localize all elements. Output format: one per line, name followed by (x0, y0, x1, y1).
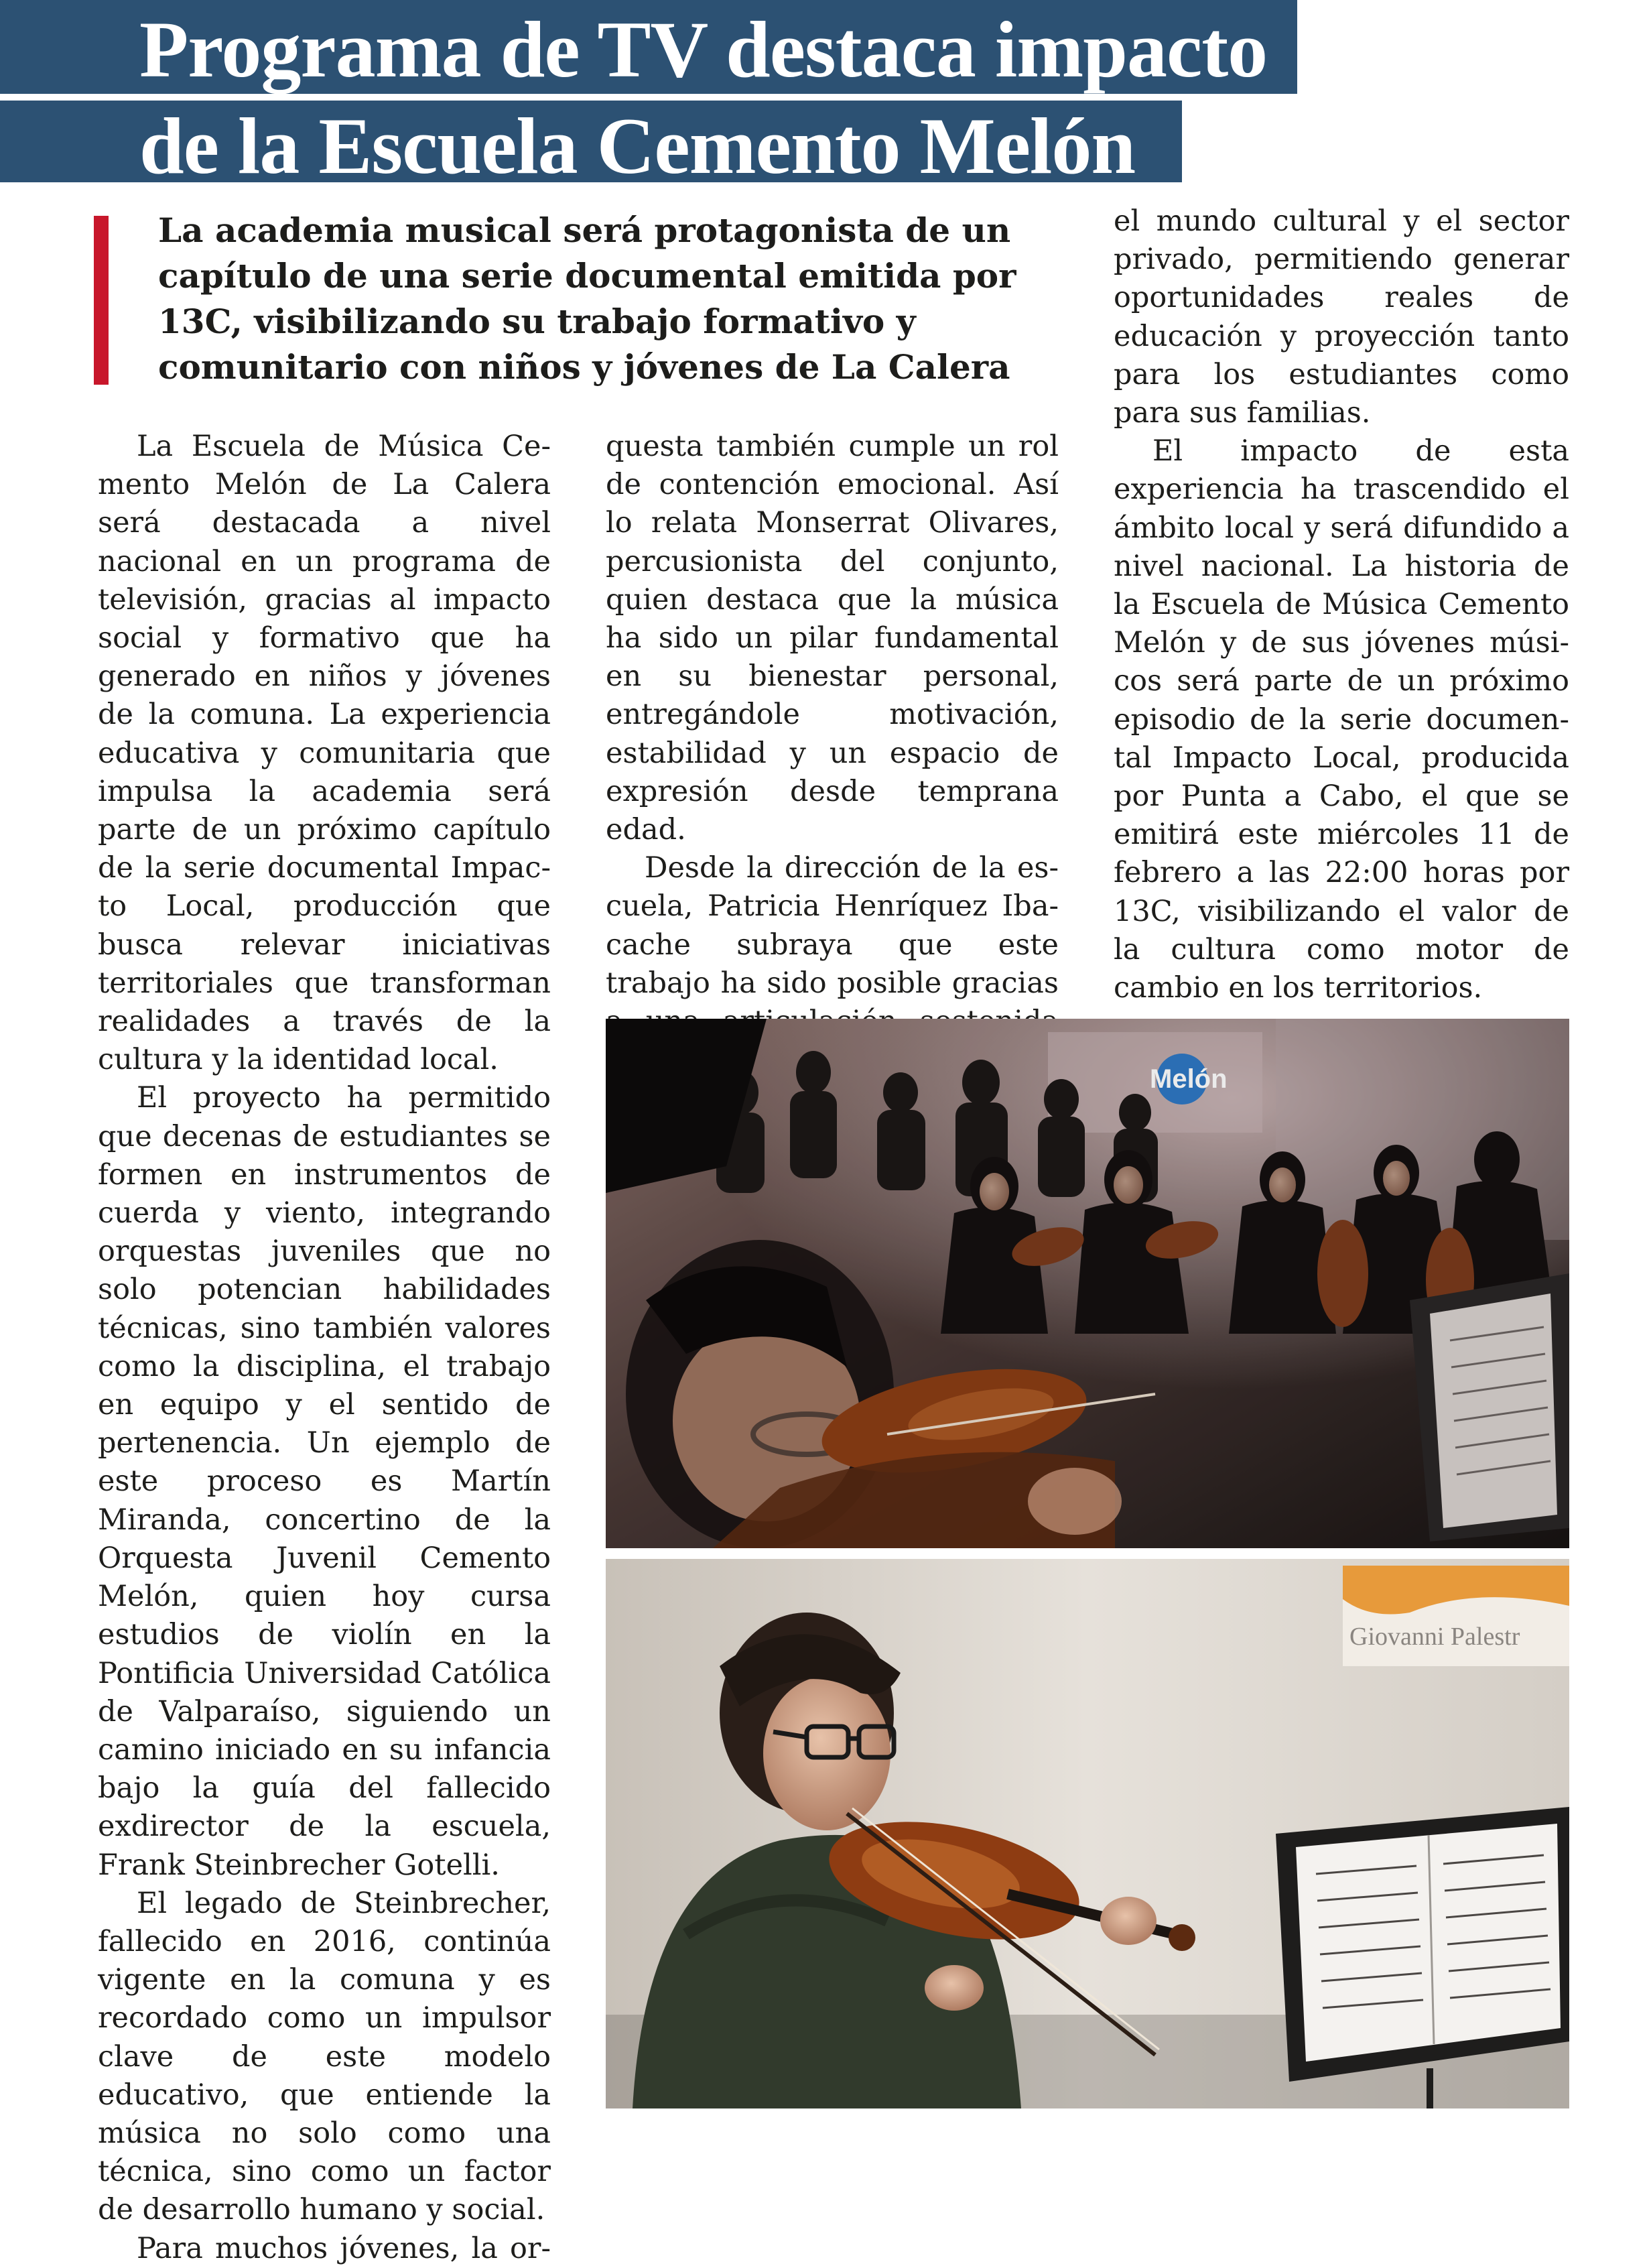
lead-accent-bar (94, 216, 109, 385)
poster (1343, 1566, 1569, 1666)
article-column-1 (98, 428, 551, 2268)
paragraph: El proyecto ha permitido que decenas de estudiantes se formen en instrumentos de cuerda y viento, integrando orquestas juveniles que no solo potencian habilidades técnicas, sino también valores como la disciplina, el trabajo en equipo y el sentido de pertenencia. Un ejemplo de este proceso es Martín Miranda, concertino de la Orquesta Juvenil Cemento Melón, quien hoy cursa estudios de violín en la Pontificia Universidad Católica de Valparaíso, siguiendo un camino iniciado en su infancia bajo la guía del fallecido exdirector de la escuela, Frank Steinbrecher Gotelli. (98, 1081, 551, 1882)
paragraph: el mundo cultural y el sector privado, permitiendo generar oportunidades reales de educación y proyección tanto para los estudiantes como para sus familias. (1114, 204, 1569, 430)
paragraph: La Escuela de Música Cemento Melón de La Calera será destacada a nivel nacional en un programa de televisión, gracias al impacto social y formativo que ha generado en niños y jóvenes de la comuna. La experiencia educativa y comunitaria que impulsa la academia será parte de un próximo capítulo de la serie documental Impacto Local, producción que busca relevar iniciativas territoriales que transforman realidades a través de la cultura y la identidad local. (98, 430, 551, 1077)
paragraph: questa también cumple un rol de contención emocional. Así lo relata Monserrat Olivares, percusionista del conjunto, quien destaca que la música ha sido un pilar fundamental en su bienestar personal, entregándole motivación, estabilidad y un espacio de expresión desde temprana edad. (606, 430, 1059, 847)
lead-paragraph: La academia musical será protagonista de un capítulo de una serie documental emitida por 13C, visibilizando su trabajo formativo y comunitario con niños y jóvenes de La Calera (158, 210, 1016, 387)
paragraph: El impacto de esta experiencia ha trascendido el ámbito local y será difundido a nivel nacional. La historia de la Escuela de Música Cemento Melón y de sus jóvenes músicos será parte de un próximo episodio de la serie documental Impacto Local, producida por Punta a Cabo, el que se emitirá este miércoles 11 de febrero a las 22:00 horas por 13C, visibilizando el valor de la cultura como motor de cambio en los territorios. (1114, 434, 1569, 1005)
headline-line-1: Programa de TV destaca impacto (139, 5, 1268, 94)
poster-text: Giovanni Palestr (1349, 1623, 1520, 1651)
melon-logo-text: Melón (1150, 1064, 1228, 1094)
paragraph: Desde la dirección de la escuela, Patricia Henríquez Ibacache subraya que este trabajo ha sido posible gracias (606, 851, 1059, 1000)
paragraph: Para muchos jóvenes, la or- (137, 2231, 551, 2265)
article-column-3 (1114, 202, 1569, 1007)
paragraph: El legado de Steinbrecher, fallecido en 2016, continúa vigente en la comuna y es recordado como un impulsor clave de este modelo educativo, que entiende la música no solo como una técnica, sino como un factor de desarrollo humano y social. (98, 1886, 551, 2227)
orchestra-photo (606, 1019, 1569, 1548)
violinist-photo (606, 1559, 1569, 2108)
article-column-2 (606, 428, 1059, 1079)
headline-line-2: de la Escuela Cemento Melón (139, 101, 1136, 190)
